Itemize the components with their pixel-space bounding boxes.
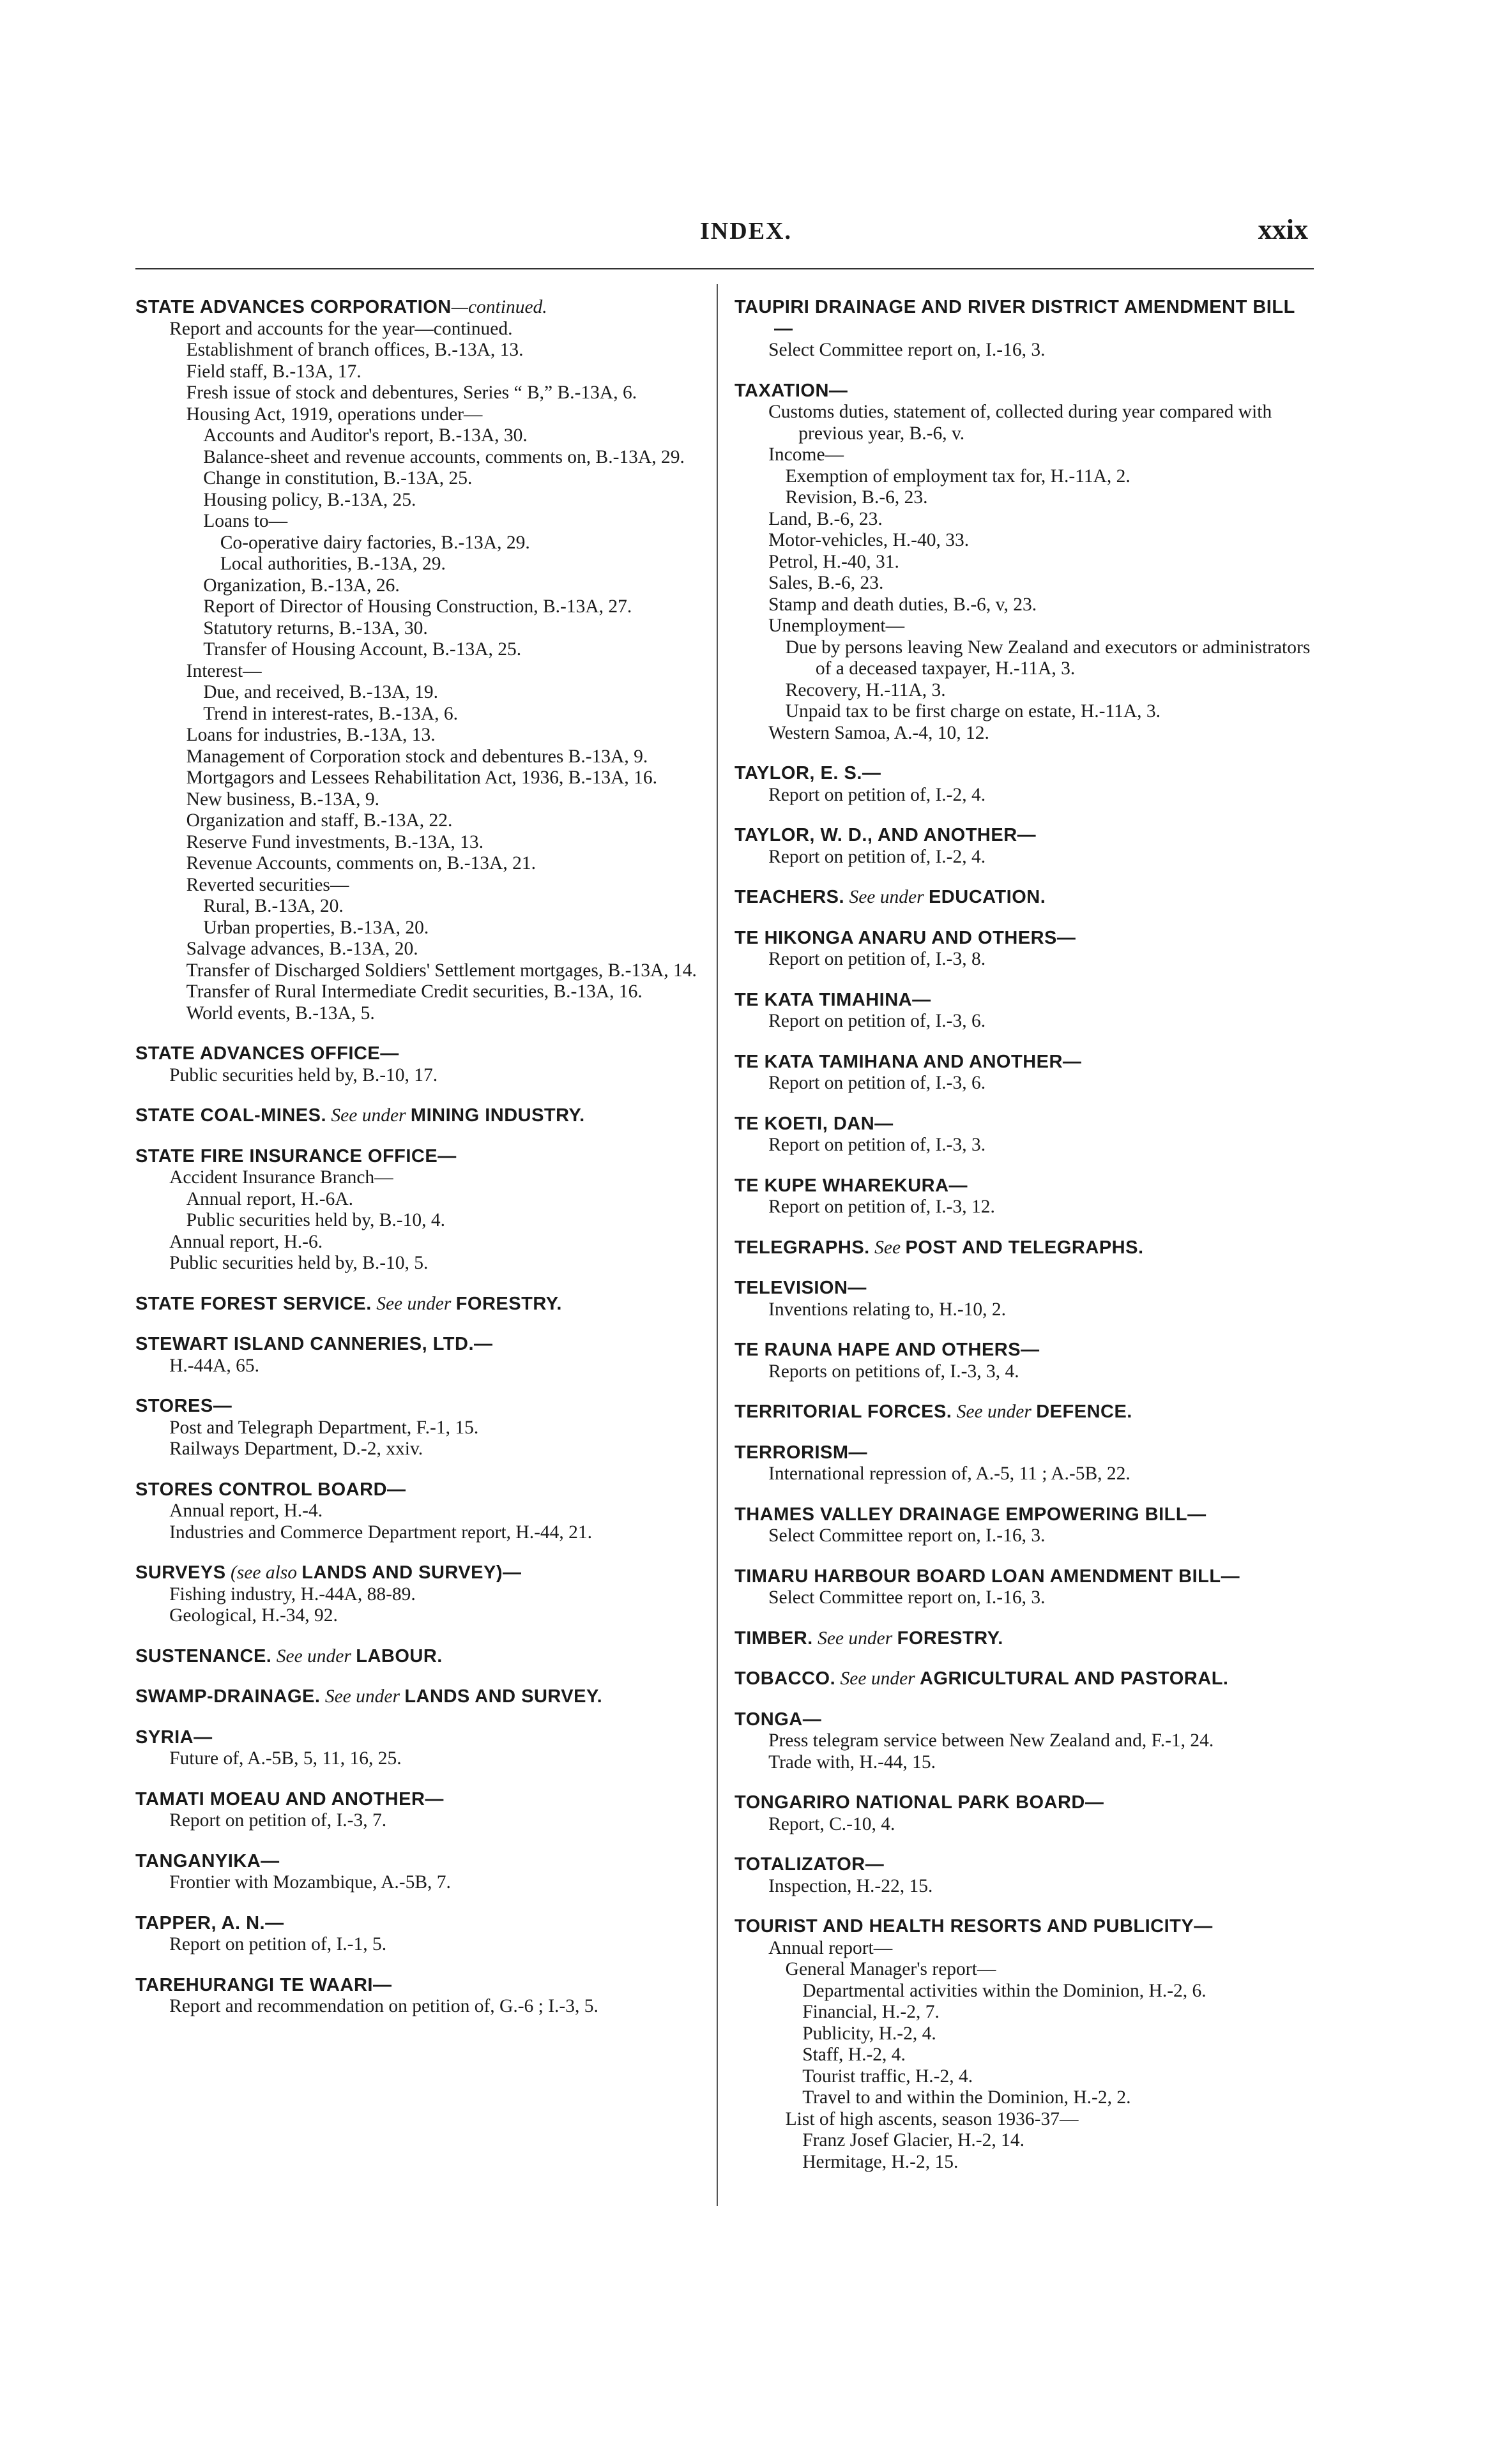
entry-heading: TAMATI MOEAU AND ANOTHER— [135, 1788, 444, 1810]
index-entry [735, 1114, 1313, 1156]
entry-heading: STATE FOREST SERVICE. [135, 1293, 372, 1314]
entry-heading-line [735, 1504, 1313, 1526]
entry-heading: TOTALIZATOR— [735, 1854, 885, 1875]
entry-heading: STATE ADVANCES OFFICE— [135, 1043, 399, 1064]
sub-entry: Report on petition of, I.-3, 3. [768, 1135, 986, 1155]
entry-heading-line [735, 1052, 1313, 1073]
sub-entry: Housing Act, 1919, operations under— [186, 404, 483, 425]
entry-heading-line [135, 1043, 710, 1065]
sub-entry: Hermitage, H.-2, 15. [802, 2151, 959, 2172]
sub-entry: Report on petition of, I.-1, 5. [169, 1934, 387, 1954]
entry-heading: TOURIST AND HEALTH RESORTS AND PUBLICITY— [735, 1916, 1213, 1937]
sub-entry: Report and recommendation on petition of, G.-6 ; I.-3, 5. [169, 1996, 598, 2016]
sub-entry: Press telegram service between New Zealand and, F.-1, 24. [768, 1730, 1214, 1751]
sub-entry: Recovery, H.-11A, 3. [785, 679, 946, 700]
entry-heading-line [735, 990, 1313, 1011]
index-entry [135, 1562, 710, 1627]
index-entry [735, 1442, 1313, 1485]
sub-entry: Report on petition of, I.-3, 6. [768, 1073, 986, 1093]
entry-heading-line [735, 1237, 1313, 1259]
sub-entry: Public securities held by, B.-10, 17. [169, 1064, 438, 1085]
entry-heading: STORES CONTROL BOARD— [135, 1479, 406, 1500]
index-entry [735, 381, 1313, 744]
index-entry [735, 990, 1313, 1032]
see-target: FORESTRY. [897, 1628, 1003, 1649]
entry-heading: TERRITORIAL FORCES. [735, 1402, 952, 1422]
sub-entry: General Manager's report— [785, 1959, 996, 1979]
index-entry [735, 1709, 1313, 1774]
entry-heading-line [735, 1442, 1313, 1464]
see-reference: See under [956, 1402, 1031, 1422]
entry-heading: STATE COAL-MINES. [135, 1105, 327, 1126]
sub-entry: Co-operative dairy factories, B.-13A, 29. [220, 532, 530, 553]
see-target: LANDS AND SURVEY)— [301, 1562, 522, 1583]
index-entry [735, 1854, 1313, 1897]
sub-entry: Petrol, H.-40, 31. [768, 551, 899, 572]
index-entry [735, 1566, 1313, 1609]
entry-heading: TELEVISION— [735, 1278, 867, 1298]
index-entry [735, 887, 1313, 909]
entry-heading-line [135, 1646, 710, 1668]
entry-heading-line [135, 1727, 710, 1749]
sub-entry: Financial, H.-2, 7. [802, 2002, 940, 2022]
entry-heading: STORES— [135, 1396, 232, 1416]
see-target: POST AND TELEGRAPHS. [905, 1237, 1144, 1258]
header-rule [135, 268, 1314, 269]
sub-entry: Reports on petitions of, I.-3, 3, 4. [768, 1361, 1019, 1382]
sub-entry: Salvage advances, B.-13A, 20. [186, 939, 418, 959]
sub-entry: Unpaid tax to be first charge on estate, H.-11A, 3. [785, 701, 1161, 722]
sub-entry: Annual report, H.-6A. [186, 1188, 353, 1209]
sub-entry: Transfer of Housing Account, B.-13A, 25. [203, 639, 522, 660]
sub-entry: Report on petition of, I.-2, 4. [768, 846, 986, 867]
index-entry [735, 297, 1313, 361]
entry-heading-line [735, 1628, 1313, 1650]
index-entry [735, 1792, 1313, 1835]
entry-heading-line [735, 1792, 1313, 1814]
entry-heading: TAPPER, A. N.— [135, 1912, 284, 1933]
see-reference: See under [331, 1105, 406, 1126]
index-entry [735, 1052, 1313, 1094]
sub-entry: Inspection, H.-22, 15. [768, 1875, 933, 1896]
entry-heading-line [135, 1396, 710, 1417]
sub-entry: Report on petition of, I.-3, 7. [169, 1810, 387, 1831]
index-entry [135, 297, 710, 1024]
sub-entry: Establishment of branch offices, B.-13A, 13. [186, 340, 524, 360]
entry-heading: TAYLOR, W. D., AND ANOTHER— [735, 825, 1037, 845]
sub-entry: Trend in interest-rates, B.-13A, 6. [203, 703, 458, 724]
index-entry [135, 1913, 710, 1956]
sub-entry: Western Samoa, A.-4, 10, 12. [768, 722, 989, 743]
entry-heading-line [735, 1668, 1313, 1690]
index-entry [135, 1334, 710, 1377]
sub-entry: World events, B.-13A, 5. [186, 1002, 375, 1024]
index-entry [135, 1851, 710, 1894]
entry-heading: TAREHURANGI TE WAARI— [135, 1974, 392, 1995]
sub-entry: Report on petition of, I.-3, 12. [768, 1197, 995, 1217]
entry-heading: TAYLOR, E. S.— [735, 763, 881, 783]
see-reference: See under [818, 1628, 893, 1649]
sub-entry: Rural, B.-13A, 20. [203, 896, 344, 916]
sub-entry: Revision, B.-6, 23. [785, 487, 928, 508]
index-entry [735, 1916, 1313, 2173]
entry-heading-line [135, 1686, 710, 1708]
sub-entry: Franz Josef Glacier, H.-2, 14. [802, 2130, 1024, 2150]
index-entry [135, 1043, 710, 1086]
sub-entry: Customs duties, statement of, collected during year compared with previous year, B.-6, v. [768, 402, 1272, 444]
entry-heading-line [735, 1402, 1313, 1423]
entry-heading: TONGARIRO NATIONAL PARK BOARD— [735, 1792, 1104, 1813]
sub-entry: Report and accounts for the year—continued. [169, 318, 513, 339]
sub-entry: Annual report, H.-4. [169, 1500, 323, 1521]
sub-entry: Loans for industries, B.-13A, 13. [186, 725, 436, 745]
entry-heading: TONGA— [735, 1709, 822, 1730]
sub-entry: Exemption of employment tax for, H.-11A, 2. [785, 465, 1130, 487]
entry-heading: TE KATA TAMIHANA AND ANOTHER— [735, 1051, 1082, 1072]
entry-heading: TE KATA TIMAHINA— [735, 989, 931, 1010]
index-entry [135, 1146, 710, 1274]
sub-entry: Local authorities, B.-13A, 29. [220, 554, 446, 574]
sub-entry: Report of Director of Housing Construction, B.-13A, 27. [203, 596, 632, 617]
entry-heading: SYRIA— [135, 1727, 213, 1748]
index-entry [735, 1668, 1313, 1690]
sub-entry: Public securities held by, B.-10, 5. [169, 1253, 429, 1273]
entry-heading-line [135, 297, 710, 319]
entry-heading: STATE ADVANCES CORPORATION [135, 297, 452, 317]
continued-note: —continued. [451, 297, 547, 317]
index-entry [135, 1479, 710, 1544]
sub-entry: Organization and staff, B.-13A, 22. [186, 810, 453, 831]
entry-heading: TERRORISM— [735, 1442, 867, 1463]
index-entry [135, 1686, 710, 1708]
entry-heading-line [135, 1851, 710, 1873]
entry-heading: TIMARU HARBOUR BOARD LOAN AMENDMENT BILL— [735, 1566, 1240, 1587]
sub-entry: Future of, A.-5B, 5, 11, 16, 25. [169, 1748, 402, 1769]
index-entry [735, 1340, 1313, 1382]
sub-entry: H.-44A, 65. [169, 1355, 260, 1376]
entry-heading: SURVEYS [135, 1562, 226, 1583]
sub-entry: Due, and received, B.-13A, 19. [203, 682, 439, 702]
sub-entry: Unemployment— [768, 616, 905, 636]
index-column-right [735, 297, 1313, 2192]
entry-heading-line [735, 763, 1313, 785]
see-target: EDUCATION. [928, 887, 1046, 907]
sub-entry: Travel to and within the Dominion, H.-2, 2. [802, 2087, 1131, 2108]
sub-entry: Fishing industry, H.-44A, 88-89. [169, 1583, 416, 1605]
see-reference: See under [376, 1293, 452, 1314]
index-entry [135, 1646, 710, 1668]
entry-heading-line [735, 1175, 1313, 1197]
entry-heading: TE RAUNA HAPE AND OTHERS— [735, 1340, 1040, 1360]
sub-entry: Report on petition of, I.-3, 6. [768, 1011, 986, 1031]
sub-entry: Revenue Accounts, comments on, B.-13A, 21. [186, 853, 536, 873]
sub-entry: Transfer of Discharged Soldiers' Settlement mortgages, B.-13A, 14. [186, 960, 697, 981]
see-reference: See under [276, 1645, 351, 1667]
sub-entry: Inventions relating to, H.-10, 2. [768, 1299, 1007, 1320]
entry-heading-line [135, 1334, 710, 1356]
sub-entry: Staff, H.-2, 4. [802, 2045, 906, 2065]
sub-entry: Post and Telegraph Department, F.-1, 15. [169, 1417, 479, 1438]
entry-heading-line [735, 1916, 1313, 1938]
see-reference: See under [849, 887, 924, 907]
sub-entry: Annual report— [768, 1937, 893, 1958]
sub-entry: Tourist traffic, H.-2, 4. [802, 2066, 973, 2087]
sub-entry: Urban properties, B.-13A, 20. [203, 917, 429, 938]
sub-entry: Railways Department, D.-2, xxiv. [169, 1439, 423, 1459]
see-target: AGRICULTURAL AND PASTORAL. [920, 1668, 1229, 1689]
sub-entry: International repression of, A.-5, 11 ; A.-5B, 22. [768, 1463, 1130, 1484]
sub-entry: Select Committee report on, I.-16, 3. [768, 1525, 1046, 1546]
sub-entry: Fresh issue of stock and debentures, Series “ B,” B.-13A, 6. [186, 382, 637, 403]
sub-entry: Accounts and Auditor's report, B.-13A, 30. [203, 425, 528, 446]
index-entry [735, 1175, 1313, 1218]
entry-heading: TE KUPE WHAREKURA— [735, 1175, 968, 1196]
entry-heading-line [135, 1913, 710, 1935]
sub-entry: Public securities held by, B.-10, 4. [186, 1210, 445, 1230]
sub-entry: Statutory returns, B.-13A, 30. [203, 617, 428, 639]
sub-entry: Transfer of Rural Intermediate Credit securities, B.-13A, 16. [186, 981, 643, 1002]
sub-entry: Select Committee report on, I.-16, 3. [768, 1587, 1046, 1608]
index-entry [135, 1105, 710, 1127]
index-entry [735, 1628, 1313, 1650]
entry-heading-line [735, 297, 1313, 340]
sub-entry: Annual report, H.-6. [169, 1231, 323, 1252]
entry-heading-line [135, 1479, 710, 1501]
sub-entry: Mortgagors and Lessees Rehabilitation Act, 1936, B.-13A, 16. [186, 767, 658, 788]
sub-entry: Report, C.-10, 4. [768, 1813, 895, 1834]
sub-entry: Departmental activities within the Dominion, H.-2, 6. [802, 1980, 1207, 2001]
sub-entry: Motor-vehicles, H.-40, 33. [768, 530, 970, 550]
sub-entry: Reserve Fund investments, B.-13A, 13. [186, 831, 484, 852]
see-target: DEFENCE. [1036, 1402, 1132, 1422]
index-entry [735, 1278, 1313, 1320]
sub-entry: Due by persons leaving New Zealand and executors or administrators of a deceased taxpayer, H.-11A, 3. [785, 637, 1311, 679]
sub-entry: Interest— [186, 660, 262, 681]
sub-entry: Loans to— [203, 511, 288, 531]
see-target: FORESTRY. [455, 1293, 562, 1314]
entry-heading-line [735, 1854, 1313, 1876]
see-reference: (see also [230, 1562, 297, 1583]
index-entry [735, 825, 1313, 868]
entry-heading-line [735, 1340, 1313, 1361]
entry-heading-line [135, 1975, 710, 1997]
entry-heading: SUSTENANCE. [135, 1645, 272, 1667]
entry-heading: SWAMP-DRAINAGE. [135, 1686, 321, 1707]
sub-entry: Income— [768, 444, 844, 465]
entry-heading: TELEGRAPHS. [735, 1237, 870, 1258]
index-entry [735, 763, 1313, 806]
sub-entry: Publicity, H.-2, 4. [802, 2023, 936, 2044]
entry-heading: TOBACCO. [735, 1668, 836, 1689]
sub-entry: Balance-sheet and revenue accounts, comments on, B.-13A, 29. [203, 446, 685, 467]
index-entry [135, 1975, 710, 2018]
column-divider [717, 284, 718, 2206]
sub-entry: Organization, B.-13A, 26. [203, 575, 400, 596]
sub-entry: New business, B.-13A, 9. [186, 789, 380, 810]
sub-entry: List of high ascents, season 1936-37— [785, 2108, 1079, 2129]
sub-entry: Management of Corporation stock and debentures B.-13A, 9. [186, 746, 648, 767]
entry-heading-line [735, 928, 1313, 949]
sub-entry: Industries and Commerce Department report, H.-44, 21. [169, 1522, 593, 1543]
see-target: MINING INDUSTRY. [410, 1105, 585, 1126]
index-entry [135, 1789, 710, 1832]
entry-heading: TAXATION— [735, 380, 848, 401]
entry-heading-line [735, 1278, 1313, 1299]
sub-entry: Field staff, B.-13A, 17. [186, 361, 362, 382]
entry-heading: THAMES VALLEY DRAINAGE EMPOWERING BILL— [735, 1504, 1207, 1525]
entry-heading-line [135, 1789, 710, 1811]
sub-entry: Land, B.-6, 23. [768, 508, 883, 529]
sub-entry: Accident Insurance Branch— [169, 1167, 393, 1188]
entry-heading-line [735, 825, 1313, 847]
entry-heading-line [135, 1146, 710, 1168]
entry-heading: TE KOETI, DAN— [735, 1113, 894, 1134]
sub-entry: Change in constitution, B.-13A, 25. [203, 468, 473, 488]
index-entry [735, 1237, 1313, 1259]
sub-entry: Trade with, H.-44, 15. [768, 1751, 936, 1772]
entry-heading: TE HIKONGA ANARU AND OTHERS— [735, 927, 1076, 948]
entry-heading-line [735, 887, 1313, 909]
entry-heading: TEACHERS. [735, 887, 845, 907]
index-entry [135, 1294, 710, 1315]
entry-heading-line [735, 381, 1313, 402]
sub-entry: Frontier with Mozambique, A.-5B, 7. [169, 1872, 451, 1893]
index-entry [135, 1727, 710, 1770]
entry-heading: TANGANYIKA— [135, 1850, 280, 1871]
see-reference: See under [324, 1686, 400, 1707]
sub-entry: Geological, H.-34, 92. [169, 1605, 338, 1626]
see-reference: See [874, 1237, 901, 1258]
sub-entry: Housing policy, B.-13A, 25. [203, 489, 416, 510]
page-number: xxix [1258, 214, 1308, 245]
entry-heading: STATE FIRE INSURANCE OFFICE— [135, 1145, 457, 1167]
index-entry [735, 1402, 1313, 1423]
entry-heading-line [735, 1114, 1313, 1135]
sub-entry: Stamp and death duties, B.-6, v, 23. [768, 594, 1037, 615]
entry-heading-line [135, 1294, 710, 1315]
index-entry [735, 928, 1313, 971]
sub-entry: Report on petition of, I.-2, 4. [768, 784, 986, 805]
entry-heading-line [735, 1709, 1313, 1731]
see-target: LANDS AND SURVEY. [404, 1686, 603, 1707]
entry-heading-line [135, 1105, 710, 1127]
sub-entry: Reverted securities— [186, 874, 349, 895]
see-target: LABOUR. [356, 1645, 443, 1667]
sub-entry: Report on petition of, I.-3, 8. [768, 949, 986, 969]
entry-heading: TAUPIRI DRAINAGE AND RIVER DISTRICT AMENDMENT BILL— [735, 297, 1295, 339]
sub-entry: Sales, B.-6, 23. [768, 573, 884, 593]
index-column-left [135, 297, 710, 2037]
entry-heading-line [135, 1562, 710, 1584]
entry-heading-line [735, 1566, 1313, 1588]
index-entry [735, 1504, 1313, 1547]
page-title: INDEX. [700, 218, 792, 245]
entry-heading: TIMBER. [735, 1628, 813, 1649]
sub-entry: Select Committee report on, I.-16, 3. [768, 340, 1046, 360]
index-entry [135, 1396, 710, 1460]
entry-heading: STEWART ISLAND CANNERIES, LTD.— [135, 1334, 493, 1354]
see-reference: See under [840, 1668, 915, 1689]
